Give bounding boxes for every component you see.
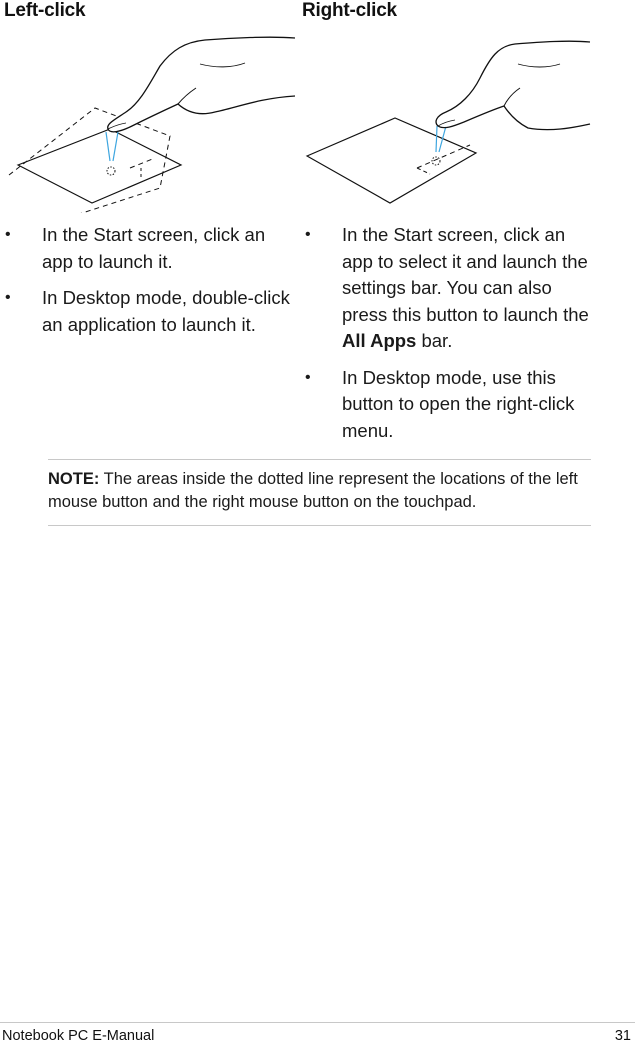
page-footer xyxy=(0,1022,635,1048)
touchpad-icon xyxy=(9,108,181,213)
finger-hand-icon xyxy=(436,41,590,129)
left-click-illustration xyxy=(0,28,295,213)
bullet-icon: • xyxy=(5,226,11,243)
finger-hand-icon xyxy=(108,37,295,132)
note-label: NOTE: xyxy=(48,470,100,488)
instruction-text: In Desktop mode, double-click an application to launch it. xyxy=(42,287,290,335)
instruction-text: In Desktop mode, use this button to open the right-click menu. xyxy=(342,366,575,441)
list-item xyxy=(300,222,600,355)
right-click-heading: Right-click xyxy=(302,0,397,21)
list-item xyxy=(0,222,300,275)
touchpad-icon xyxy=(307,118,476,203)
instruction-text: In the Start screen, click an app to launch it. xyxy=(42,224,266,272)
list-item xyxy=(300,365,600,445)
bullet-icon: • xyxy=(305,368,311,386)
all-apps-label: All Apps xyxy=(342,330,417,351)
manual-title: Notebook PC E-Manual xyxy=(2,1028,155,1044)
left-click-instructions xyxy=(0,222,300,348)
page-number: 31 xyxy=(614,1028,631,1044)
list-item xyxy=(0,285,300,338)
note-box xyxy=(48,459,591,526)
bullet-icon: • xyxy=(5,289,11,306)
bullet-icon: • xyxy=(305,226,311,243)
instruction-text: In the Start screen, click an app to select it and launch the settings bar. You can also press this button to launch the All Apps bar. xyxy=(342,224,589,351)
right-click-instructions xyxy=(300,222,600,454)
note-text: The areas inside the dotted line represent the locations of the left mouse button and the right mouse button on the touchpad. xyxy=(48,470,578,511)
left-click-heading: Left-click xyxy=(4,0,86,21)
right-click-illustration xyxy=(300,28,595,213)
